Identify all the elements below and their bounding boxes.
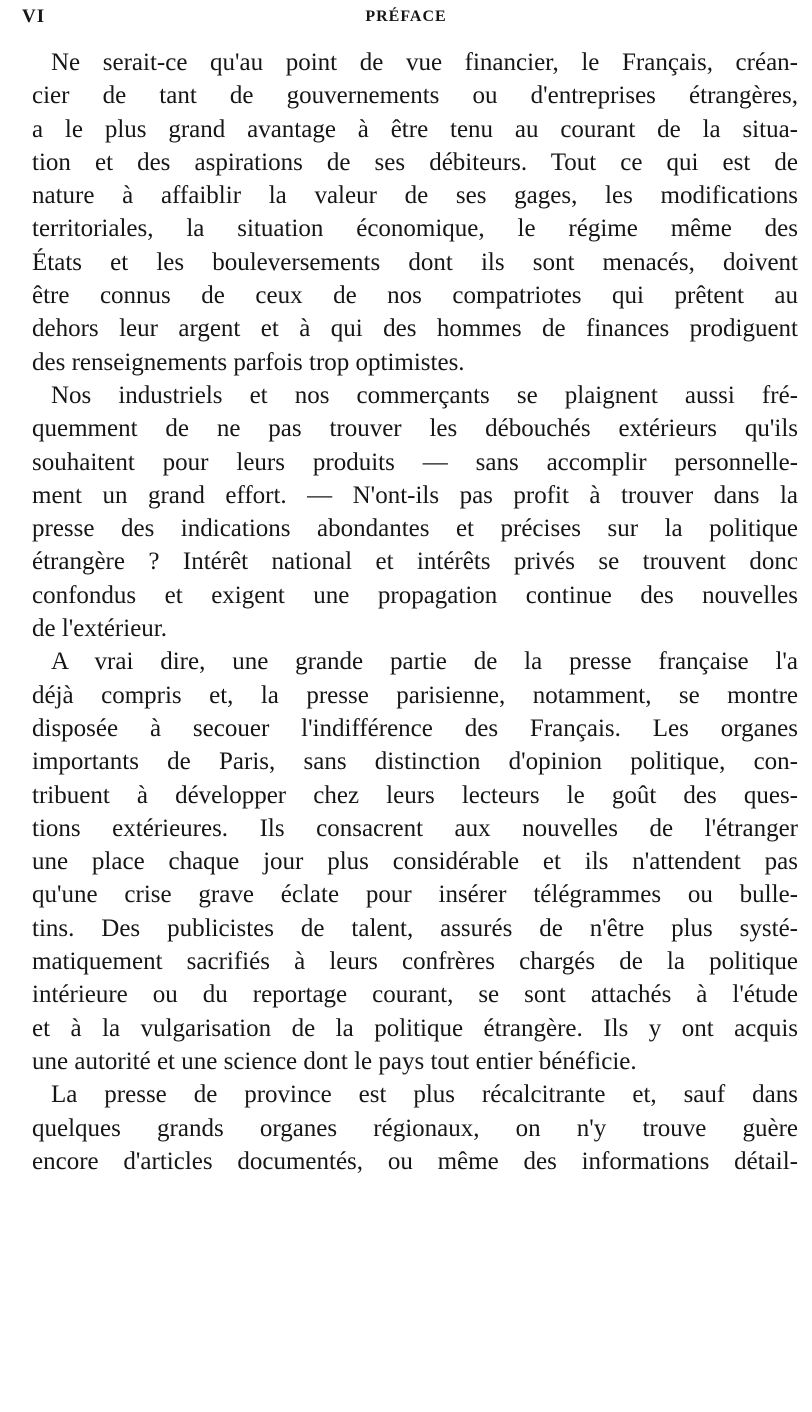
text-line: dehors leur argent et à qui des hommes de finances prodiguent	[32, 315, 798, 343]
paragraph-4	[32, 1078, 798, 1178]
running-title: PRÉFACE	[365, 8, 447, 25]
text-line: tions extérieures. Ils consacrent aux nouvelles de l'étranger	[32, 814, 798, 842]
text-line: être connus de ceux de nos compatriotes qui prêtent au	[32, 282, 798, 310]
text-line: tribuent à développer chez leurs lecteurs le goût des ques-	[32, 781, 798, 809]
text-line: des renseignements parfois trop optimistes.	[32, 348, 465, 376]
text-line: une place chaque jour plus considérable et ils n'attendent pas	[32, 848, 798, 876]
text-line: Ne serait-ce qu'au point de vue financier, le Français, créan-	[51, 49, 798, 76]
text-line: de l'extérieur.	[32, 615, 167, 643]
text-line: La presse de province est plus récalcitrante et, sauf dans	[51, 1081, 798, 1109]
text-line: déjà compris et, la presse parisienne, notamment, se montre	[32, 681, 798, 709]
text-line: matiquement sacrifiés à leurs confrères chargés de la politique	[32, 948, 798, 976]
paragraph-1	[32, 46, 798, 379]
paragraph-2	[32, 379, 798, 645]
text-line: confondus et exigent une propagation continue des nouvelles	[32, 581, 798, 609]
text-line: cier de tant de gouvernements ou d'entreprises étrangères,	[32, 82, 798, 110]
text-line: a le plus grand avantage à être tenu au courant de la situa-	[32, 115, 798, 143]
text-line: encore d'articles documentés, ou même des informations détail-	[32, 1147, 798, 1175]
text-line: territoriales, la situation économique, le régime même des	[32, 215, 798, 243]
text-line: importants de Paris, sans distinction d'opinion politique, con-	[32, 748, 798, 776]
page-header	[22, 6, 790, 32]
text-line: intérieure ou du reportage courant, se sont attachés à l'étude	[32, 981, 798, 1009]
text-line: étrangère ? Intérêt national et intérêts privés se trouvent donc	[32, 548, 798, 576]
text-line: tion et des aspirations de ses débiteurs. Tout ce qui est de	[32, 148, 798, 176]
text-line: presse des indications abondantes et précises sur la politique	[32, 515, 798, 543]
text-line: quemment de ne pas trouver les débouchés extérieurs qu'ils	[32, 415, 798, 443]
text-line: quelques grands organes régionaux, on n'y trouve guère	[32, 1114, 798, 1142]
text-line: Nos industriels et nos commerçants se plaignent aussi fré-	[51, 381, 798, 409]
text-line: tins. Des publicistes de talent, assurés de n'être plus systé-	[32, 914, 798, 942]
page-number: VI	[22, 6, 46, 27]
text-line: disposée à secouer l'indifférence des Français. Les organes	[32, 714, 798, 742]
body-text	[32, 46, 798, 1178]
text-line: une autorité et une science dont le pays tout entier bénéficie.	[32, 1047, 637, 1075]
paragraph-3	[32, 645, 798, 1078]
text-line: États et les bouleversements dont ils sont menacés, doivent	[32, 248, 798, 276]
text-line: A vrai dire, une grande partie de la presse française l'a	[51, 648, 798, 676]
text-line: et à la vulgarisation de la politique étrangère. Ils y ont acquis	[32, 1014, 798, 1042]
text-line: nature à affaiblir la valeur de ses gages, les modifications	[32, 182, 798, 210]
text-line: qu'une crise grave éclate pour insérer télégrammes ou bulle-	[32, 881, 798, 909]
text-line: souhaitent pour leurs produits — sans accomplir personnelle-	[32, 448, 798, 476]
text-line: ment un grand effort. — N'ont-ils pas profit à trouver dans la	[32, 481, 798, 509]
